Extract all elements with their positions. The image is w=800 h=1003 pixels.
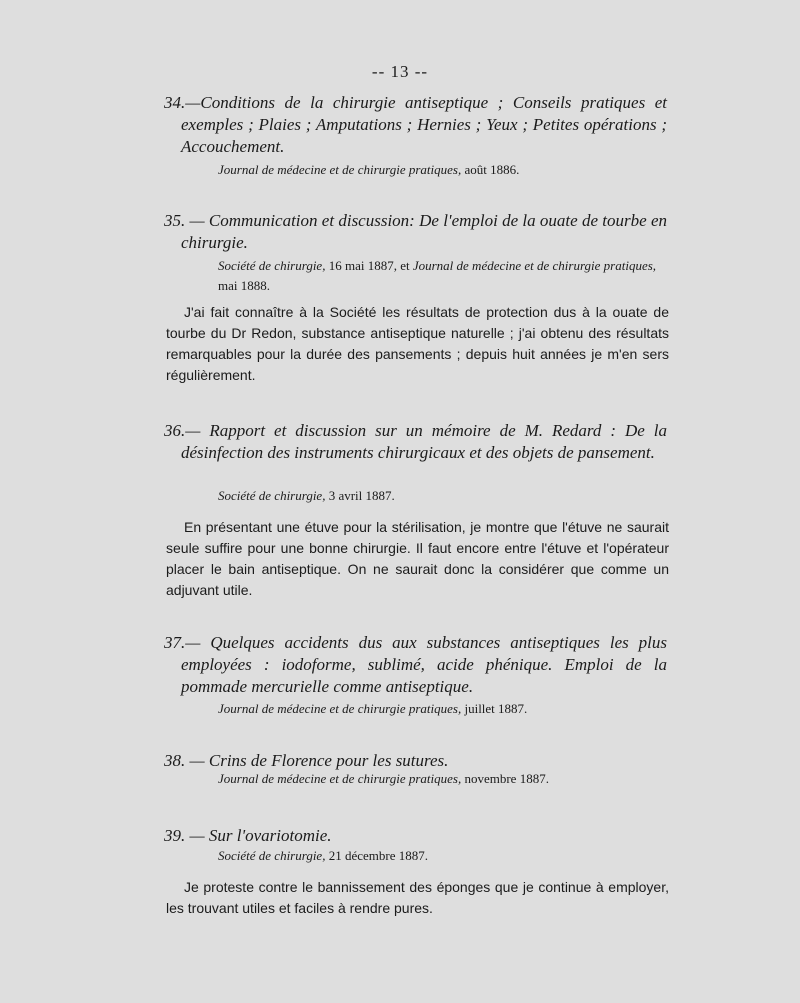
- entry-body: J'ai fait connaître à la Société les résultats de protection dus à la ouate de tourbe du Dr Redon, substance antiseptique naturelle ; j'ai obtenu des résultats remarquables pour la durée des pansements ; depuis huit années je m'en sers régulièrement.: [166, 304, 669, 383]
- entry-number: 36.: [164, 421, 186, 440]
- entry-title: 34.—Conditions de la chirurgie antiseptique ; Conseils pratiques et exemples ; Plaies ; Amputations ; Hernies ; Yeux ; Petites opérations ; Accouchement.: [164, 93, 667, 156]
- entry-title-text: Crins de Florence pour les sutures.: [208, 751, 449, 770]
- entry-number: 39.: [164, 826, 186, 845]
- entry-title: 36.— Rapport et discussion sur un mémoire de M. Redard : De la désinfection des instruments chirurgicaux et des objets de pansement.: [164, 421, 667, 462]
- entry-number: 35.: [164, 211, 186, 230]
- entry-title-text: Quelques accidents dus aux substances antiseptiques les plus employées : iodoforme, sublimé, acide phénique. Emploi de la pommade mercurielle comme antiseptique.: [181, 633, 667, 696]
- entry-title: 39. — Sur l'ovariotomie.: [164, 826, 332, 845]
- entry-number: 37.: [164, 633, 186, 652]
- entry-title: 35. — Communication et discussion: De l'emploi de la ouate de tourbe en chirurgie.: [164, 211, 667, 252]
- entry-title-text: Conditions de la chirurgie antiseptique ; Conseils pratiques et exemples ; Plaies ; Amputations ; Hernies ; Yeux ; Petites opérations ; Accouchement.: [181, 93, 667, 156]
- entry-title: 38. — Crins de Florence pour les sutures.: [164, 751, 449, 770]
- entry-title: 37.— Quelques accidents dus aux substances antiseptiques les plus employées : iodoforme, sublimé, acide phénique. Emploi de la pommade mercurielle comme antiseptique.: [164, 633, 667, 696]
- entry-reference: Société de chirurgie, 3 avril 1887.: [218, 488, 395, 503]
- page-number: -- 13 --: [371, 62, 429, 81]
- entry-reference: Société de chirurgie, 16 mai 1887, et Journal de médecine et de chirurgie pratiques, mai 1888.: [218, 258, 657, 293]
- entry-body: Je proteste contre le bannissement des éponges que je continue à employer, les trouvant utiles et faciles à rendre pures.: [166, 879, 669, 916]
- entry-reference: Journal de médecine et de chirurgie pratiques, novembre 1887.: [218, 771, 549, 786]
- entry-reference: Journal de médecine et de chirurgie pratiques, août 1886.: [218, 162, 520, 177]
- entry-title-text: Sur l'ovariotomie.: [208, 826, 332, 845]
- entry-number: 34.: [164, 93, 186, 112]
- entry-title-text: Communication et discussion: De l'emploi de la ouate de tourbe en chirurgie.: [181, 211, 667, 252]
- entry-body: En présentant une étuve pour la stérilisation, je montre que l'étuve ne saurait seule suffire pour une bonne chirurgie. Il faut encore entre l'étuve et l'opérateur placer le bain antiseptique. On ne saurait donc la considérer que comme un adjuvant utile.: [166, 519, 669, 598]
- entry-title-text: Rapport et discussion sur un mémoire de M. Redard : De la désinfection des instruments chirurgicaux et des objets de pansement.: [181, 421, 667, 462]
- entry-reference: Société de chirurgie, 21 décembre 1887.: [218, 848, 428, 863]
- entry-reference: Journal de médecine et de chirurgie pratiques, juillet 1887.: [218, 701, 528, 716]
- entry-number: 38.: [164, 751, 186, 770]
